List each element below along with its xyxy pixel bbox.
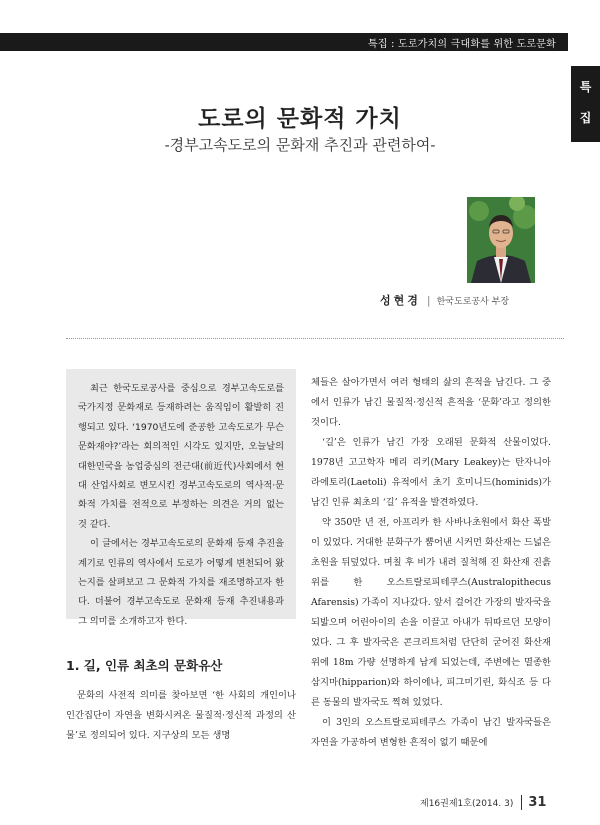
section-header-bar [0, 33, 568, 51]
body-paragraph: 문화의 사전적 의미를 찾아보면 ‘한 사회의 개인이나 인간집단이 자연을 변화시켜온 물질적·정신적 과정의 산물’로 정의되어 있다. 지구상의 모든 생명 [66, 690, 296, 741]
section-heading: 1. 길, 인류 최초의 문화유산 [66, 658, 223, 673]
body-paragraph: 약 350만 년 전, 아프리카 한 사바나초원에서 화산 폭발이 있었다. 거대한 분화구가 뿜어낸 시커먼 화산재는 드넓은 초원을 뒤덮었다. 며칠 후 비가 내려 질척해 진 화산재 진흙 위를 한 오스트랄로피테쿠스(Australopithecus Afarensis) 가족이 지나갔다. 앞서 걸어간 가장의 발자국을 되밟으며 어린아이의 손을 이끌고 아내가 뒤따르던 모양이었다. 그 후 발자국은 콘크리트처럼 단단히 굳어진 화산재 위에 18m 가량 선명하게 남게 되었는데, 주변에는 멸종한 삼지마(hipparion)와 하이에나, 피그미기린, 화식조 등 다른 동물의 발자국도 찍혀 있었다. [311, 517, 551, 708]
side-tab-char-2: 집 [579, 111, 592, 125]
summary-paragraph-1: 최근 한국도로공사를 중심으로 경부고속도로를 국가지정 문화재로 등재하려는 움직임이 활발히 진행되고 있다. ‘1970년도에 준공한 고속도로가 무슨 문화재야?’라는 회의적인 시각도 있지만, 오늘날의 대한민국을 농업중심의 전근대(前近代)사회에서 현대 산업사회로 변모시킨 경부고속도로의 역사적·문화적 가치를 전적으로 부정하는 의견은 거의 없는 것 같다. [78, 383, 284, 530]
author-separator: | [426, 294, 431, 307]
article-subtitle: -경부고속도로의 문화재 추진과 관련하여- [164, 136, 436, 154]
author-line [380, 292, 560, 308]
summary-paragraph-2: 이 글에서는 경부고속도로의 문화재 등재 추진을 계기로 인류의 역사에서 도로가 어떻게 변천되어 왔는지를 살펴보고 그 문화적 가치를 재조명하고자 한다. 더불어 경부고속도로 문화재 등재 추진내용과 그 의미를 소개하고자 한다. [78, 538, 284, 627]
body-paragraph: ‘길’은 인류가 남긴 가장 오래된 문화적 산물이었다. 1978년 고고학자 메리 리키(Mary Leakey)는 탄자니아 라에토리(Laetoli) 유적에서 초기 호미니드(hominids)가 남긴 인류 최초의 ‘길’ 유적을 발견하였다. [311, 437, 551, 508]
article-title: 도로의 문화적 가치 [198, 106, 402, 132]
page-footer [420, 795, 546, 810]
section-label: 특집 : 도로가치의 극대화를 위한 도로문화 [367, 39, 556, 50]
author-portrait-image [467, 197, 535, 283]
author-affiliation: 한국도로공사 부장 [436, 297, 510, 307]
page-number: 31 [521, 795, 546, 810]
body-paragraph: 이 3인의 오스트랄로피테쿠스 가족이 남긴 발자국들은 자연을 가공하여 변형한 흔적이 없기 때문에 [311, 717, 551, 748]
side-tab-char-1: 특 [579, 80, 592, 94]
issue-info: 제16권제1호(2014. 3) [420, 799, 514, 809]
body-paragraph: 체들은 살아가면서 여러 형태의 삶의 흔적을 남긴다. 그 중에서 인류가 남긴 물질적·정신적 흔적을 ‘문화’라고 정의한 것이다. [311, 377, 551, 428]
right-column [311, 373, 551, 753]
summary-box [66, 369, 296, 627]
left-column [66, 686, 296, 746]
author-photo [467, 197, 535, 283]
dotted-divider [66, 338, 564, 339]
author-name: 성현경 [380, 294, 421, 307]
